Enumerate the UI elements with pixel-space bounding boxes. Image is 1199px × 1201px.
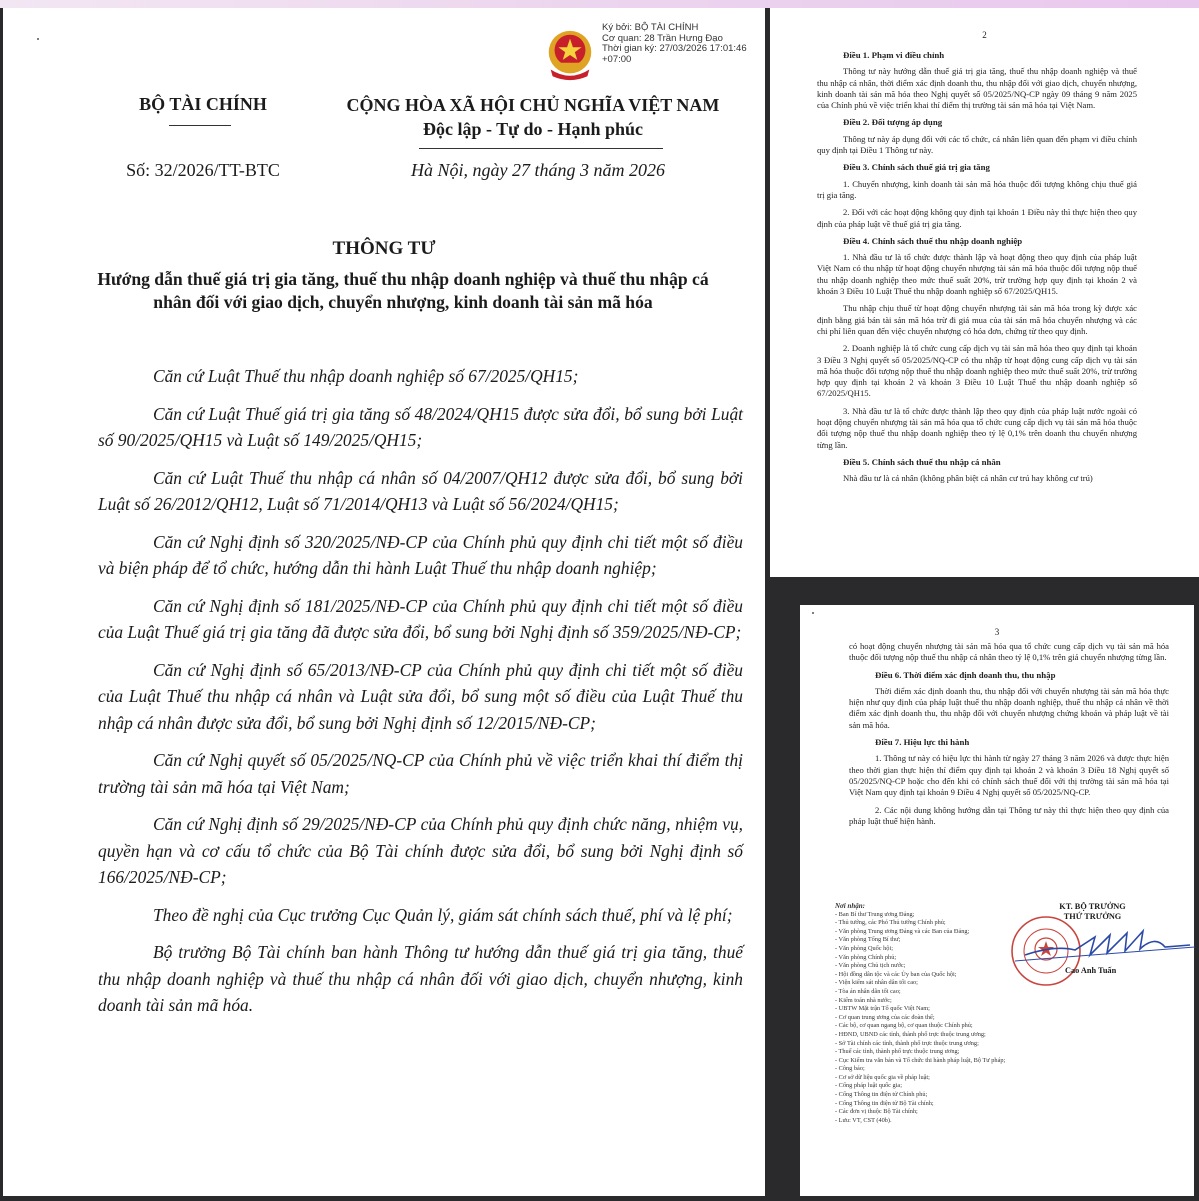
recipient-item: - Các bộ, cơ quan ngang bộ, cơ quan thuộc Chính phủ;	[835, 1022, 973, 1030]
recipient-item: - Công báo;	[835, 1065, 865, 1073]
legal-basis-4: Căn cứ Nghị định số 320/2025/NĐ-CP của Chính phủ quy định chi tiết một số điều và biện pháp để tổ chức, hướng dẫn thi hành Luật Thuế thu nhập doanh nghiệp;	[98, 531, 743, 578]
page-number: 2	[982, 30, 987, 40]
legal-basis-2: Căn cứ Luật Thuế giá trị gia tăng số 48/2024/QH15 được sửa đổi, bổ sung bởi Luật số 90/2025/QH15 và Luật số 149/2025/QH15;	[98, 403, 743, 450]
recipient-item: - Viện kiểm sát nhân dân tối cao;	[835, 979, 918, 987]
legal-basis-6: Căn cứ Nghị định số 65/2013/NĐ-CP của Chính phủ quy định chi tiết một số điều của Luật Thuế thu nhập cá nhân và Luật sửa đổi, bổ sung một số điều của Luật Thuế thu nhập cá nhân được sửa đổi, bổ sung bởi Nghị định số 12/2015/NĐ-CP;	[98, 659, 743, 733]
signer-title-1: KT. BỘ TRƯỞNG	[1059, 902, 1126, 911]
national-motto: Độc lập - Tự do - Hạnh phúc	[422, 119, 644, 139]
article-5-title: Điều 5. Chính sách thuế thu nhập cá nhân	[843, 456, 1001, 467]
recipient-item: - Văn phòng Tổng Bí thư;	[835, 936, 901, 944]
article-6-text: Thời điểm xác định doanh thu, thu nhập đối với chuyển nhượng tài sản mã hóa thực hiện như quy định của pháp luật thuế thu nhập doanh nghiệp, thuế thu nhập cá nhân về thời điểm xác định doanh thu, thu nhập đối với chuyển nhượng chứng khoán và pháp luật về tài sản mã hóa.	[849, 685, 1169, 730]
recipient-item: - HĐND, UBND các tỉnh, thành phố trực thuộc trung ương;	[835, 1030, 986, 1038]
recipient-item: - Thuế các tỉnh, thành phố trực thuộc trung ương;	[835, 1048, 960, 1056]
recipient-item: - Hội đồng dân tộc và các Ủy ban của Quốc hội;	[835, 970, 957, 978]
article-2-text: Thông tư này áp dụng đối với các tổ chức, cá nhân liên quan đến phạm vi điều chỉnh quy định tại Điều 1 Thông tư này.	[817, 133, 1137, 156]
legal-basis-8: Căn cứ Nghị định số 29/2025/NĐ-CP của Chính phủ quy định chức năng, nhiệm vụ, quyền hạn và cơ cấu tổ chức của Bộ Tài chính được sửa đổi, bổ sung bởi Nghị định số 166/2025/NĐ-CP;	[98, 814, 743, 887]
article-4-title: Điều 4. Chính sách thuế thu nhập doanh nghiệp	[843, 235, 1023, 246]
legal-basis-7: Căn cứ Nghị quyết số 05/2025/NQ-CP của Chính phủ về việc triển khai thí điểm thị trường tài sản mã hóa tại Việt Nam;	[98, 750, 743, 797]
article-4-clause-1: 1. Nhà đầu tư là tổ chức được thành lập và hoạt động theo quy định của pháp luật Việt Nam có thu nhập từ hoạt động chuyển nhượng tài sản mã hóa thuộc đối tượng nộp thuế thu nhập doanh nghiệp theo mức thuế suất 20%, trừ trường hợp quy định tại khoản 2 và khoản 3 Điều 10 Luật Thuế thu nhập doanh nghiệp số 67/2025/QH15.	[817, 252, 1137, 297]
recipient-item: - Các đơn vị thuộc Bộ Tài chính;	[835, 1108, 918, 1116]
article-5-text: Nhà đầu tư là cá nhân (không phân biệt cá nhân cư trú hay không cư trú)	[843, 473, 1093, 484]
republic-name: CỘNG HÒA XÃ HỘI CHỦ NGHĨA VIỆT NAM	[346, 95, 720, 115]
motto-underline	[419, 148, 663, 149]
legal-basis-1: Căn cứ Luật Thuế thu nhập doanh nghiệp số 67/2025/QH15;	[153, 366, 579, 386]
recipient-item: - Văn phòng Chính phủ;	[835, 953, 897, 961]
article-3-clause-2: 2. Đối với các hoạt động không quy định tại khoản 1 Điều này thì thực hiện theo quy định của pháp luật về thuế giá trị gia tăng.	[817, 207, 1137, 229]
article-5-continuation: có hoạt động chuyển nhượng tài sản mã hóa qua tổ chức cung cấp dịch vụ tài sản mã hóa thuộc đối tượng nộp thuế thu nhập cá nhân theo tỷ lệ 0,1% trên giá chuyển nhượng từng lần.	[849, 641, 1169, 663]
document-page-3	[800, 605, 1194, 1196]
scan-speck	[812, 612, 814, 614]
digital-signature-info	[602, 23, 765, 65]
recipient-item: - Lưu: VT, CST (40b).	[835, 1116, 892, 1124]
article-7-clause-1: 1. Thông tư này có hiệu lực thi hành từ ngày 27 tháng 3 năm 2026 và được thực hiện theo thời gian thực hiện thí điểm quy định tại khoản 2 và khoản 3 Điều 18 Nghị quyết số 05/2025/NQ-CP hoặc cho đến khi có chính sách thuế đối với thị trường tài sản mã hóa tại Việt Nam quy định tại khoản 9 Điều 4 Nghị quyết số 05/2025/NQ-CP.	[849, 753, 1169, 798]
proposal-statement: Theo đề nghị của Cục trưởng Cục Quản lý, giám sát chính sách thuế, phí và lệ phí;	[153, 904, 733, 925]
article-4-clause-3: 3. Nhà đầu tư là tổ chức được thành lập theo quy định của pháp luật nước ngoài có hoạt động chuyển nhượng tài sản mã hóa qua tổ chức cung cấp dịch vụ tài sản mã hóa thuộc đối tượng nộp thuế thu nhập doanh nghiệp theo tỷ lệ 0,1% trên doanh thu chuyển nhượng từng lần.	[817, 405, 1137, 450]
legal-basis-3: Căn cứ Luật Thuế thu nhập cá nhân số 04/2007/QH12 được sửa đổi, bổ sung bởi Luật số 26/2012/QH12, Luật số 71/2014/QH13 và Luật số 56/2024/QH15;	[98, 467, 743, 514]
article-1-title: Điều 1. Phạm vi điều chỉnh	[843, 50, 945, 60]
signing-agency: Cơ quan: 28 Trần Hưng Đạo	[602, 32, 723, 44]
recipient-item: - Cổng Thông tin điện tử Chính phủ;	[835, 1091, 928, 1099]
republic-header	[333, 93, 733, 141]
promulgation-statement: Bộ trưởng Bộ Tài chính ban hành Thông tư hướng dẫn thuế giá trị gia tăng, thuế thu nhập doanh nghiệp và thuế thu nhập cá nhân đối với giao dịch, chuyển nhượng, kinh doanh tài sản mã hóa.	[98, 942, 743, 1015]
signed-by: Ký bởi: BỘ TÀI CHÍNH	[602, 22, 699, 33]
top-gradient-strip	[0, 0, 1199, 8]
recipient-item: - Kiểm toán nhà nước;	[835, 996, 892, 1004]
signer-name: Cao Anh Tuấn	[1065, 966, 1117, 975]
legal-basis-5: Căn cứ Nghị định số 181/2025/NĐ-CP của Chính phủ quy định chi tiết một số điều của Luật Thuế giá trị gia tăng đã được sửa đổi, bổ sung bởi Nghị định số 359/2025/NĐ-CP;	[98, 595, 743, 642]
recipients-list	[835, 902, 1035, 1125]
article-1-text: Thông tư này hướng dẫn thuế giá trị gia tăng, thuế thu nhập doanh nghiệp và thuế thu nhập cá nhân, thời điểm xác định doanh thu, thu nhập đối với giao dịch, chuyển nhượng, kinh doanh tài sản mã hóa theo Nghị quyết số 05/2025/NQ-CP ngày 09 tháng 9 năm 2025 của Chính phủ về việc triển khai thí điểm thị trường tài sản mã hóa tại Việt Nam.	[817, 66, 1137, 111]
agency-underline	[169, 125, 231, 126]
recipient-item: - Cổng Thông tin điện tử Bộ Tài chính;	[835, 1099, 934, 1107]
recipient-item: - Văn phòng Trung ương Đảng và các Ban của Đảng;	[835, 927, 970, 935]
national-emblem-icon	[541, 25, 599, 85]
article-3-title: Điều 3. Chính sách thuế giá trị gia tăng	[843, 162, 990, 173]
article-7-clause-2: 2. Các nội dung không hướng dẫn tại Thông tư này thì thực hiện theo quy định của pháp luật thuế hiện hành.	[849, 804, 1169, 826]
document-page-2	[770, 8, 1199, 577]
recipient-item: - Văn phòng Quốc hội;	[835, 944, 893, 952]
article-4-taxable-income: Thu nhập chịu thuế từ hoạt động chuyển nhượng tài sản mã hóa trong kỳ được xác định bằng giá bán tài sản mã hóa trừ đi giá mua của tài sản mã hóa chuyển nhượng và các chi phí liên quan đến việc chuyển nhượng có hóa đơn, chứng từ theo quy định.	[817, 303, 1137, 336]
article-7-title: Điều 7. Hiệu lực thi hành	[875, 737, 970, 748]
recipient-item: - Ban Bí thư Trung ương Đảng;	[835, 910, 915, 918]
article-6-title: Điều 6. Thời điểm xác định doanh thu, thu nhập	[875, 669, 1056, 680]
recipient-item: - Thủ tướng, các Phó Thủ tướng Chính phủ;	[835, 919, 946, 927]
document-type: THÔNG TƯ	[332, 238, 436, 259]
recipient-item: - Cục Kiểm tra văn bản và Tổ chức thi hành pháp luật, Bộ Tư pháp;	[835, 1056, 1006, 1064]
page-number: 3	[994, 627, 1000, 637]
recipients-label: Nơi nhận:	[835, 902, 866, 910]
document-page-1	[3, 8, 765, 1196]
document-subject: Hướng dẫn thuế giá trị gia tăng, thuế thu nhập doanh nghiệp và thuế thu nhập cá nhân đối với giao dịch, chuyển nhượng, kinh doanh tài sản mã hóa	[97, 269, 709, 312]
page-3-body	[849, 641, 1169, 833]
recipient-item: - Cơ sở dữ liệu quốc gia về pháp luật;	[835, 1073, 930, 1081]
signer-title-2: THỨ TRƯỞNG	[1063, 911, 1122, 921]
document-number: Số: 32/2026/TT-BTC	[126, 160, 280, 180]
article-4-clause-2: 2. Doanh nghiệp là tổ chức cung cấp dịch vụ tài sản mã hóa theo quy định tại khoản 3 Điều 3 Nghị quyết số 05/2025/NQ-CP có thu nhập từ hoạt động cung cấp dịch vụ tài sản mã hóa thuộc đối tượng nộp thuế thu nhập doanh nghiệp theo mức thuế suất 20%, trừ trường hợp quy định tại khoản 2 và khoản 3 Điều 10 Luật Thuế thu nhập doanh nghiệp số 67/2025/QH15.	[817, 343, 1137, 399]
recipient-item: - Văn phòng Chủ tịch nước;	[835, 962, 906, 970]
recipient-item: - Tòa án nhân dân tối cao;	[835, 987, 901, 995]
place-and-date: Hà Nội, ngày 27 tháng 3 năm 2026	[411, 160, 665, 180]
recipient-item: - UBTW Mặt trận Tổ quốc Việt Nam;	[835, 1005, 930, 1013]
signed-time: Thời gian ký: 27/03/2026 17:01:46 +07:00	[602, 43, 747, 65]
scan-speck	[37, 38, 39, 40]
recipient-item: - Cơ quan trung ương của các đoàn thể;	[835, 1013, 935, 1021]
article-3-clause-1: 1. Chuyển nhượng, kinh doanh tài sản mã hóa thuộc đối tượng không chịu thuế giá trị gia tăng.	[817, 178, 1137, 200]
recipient-item: - Sở Tài chính các tỉnh, thành phố trực thuộc trung ương;	[835, 1039, 979, 1047]
recipient-item: - Cổng pháp luật quốc gia;	[835, 1082, 902, 1090]
issuing-agency: BỘ TÀI CHÍNH	[139, 94, 267, 114]
page-2-body	[817, 44, 1137, 491]
article-2-title: Điều 2. Đối tượng áp dụng	[843, 117, 943, 128]
handwritten-signature-icon	[1015, 925, 1195, 965]
preamble	[98, 363, 743, 1030]
